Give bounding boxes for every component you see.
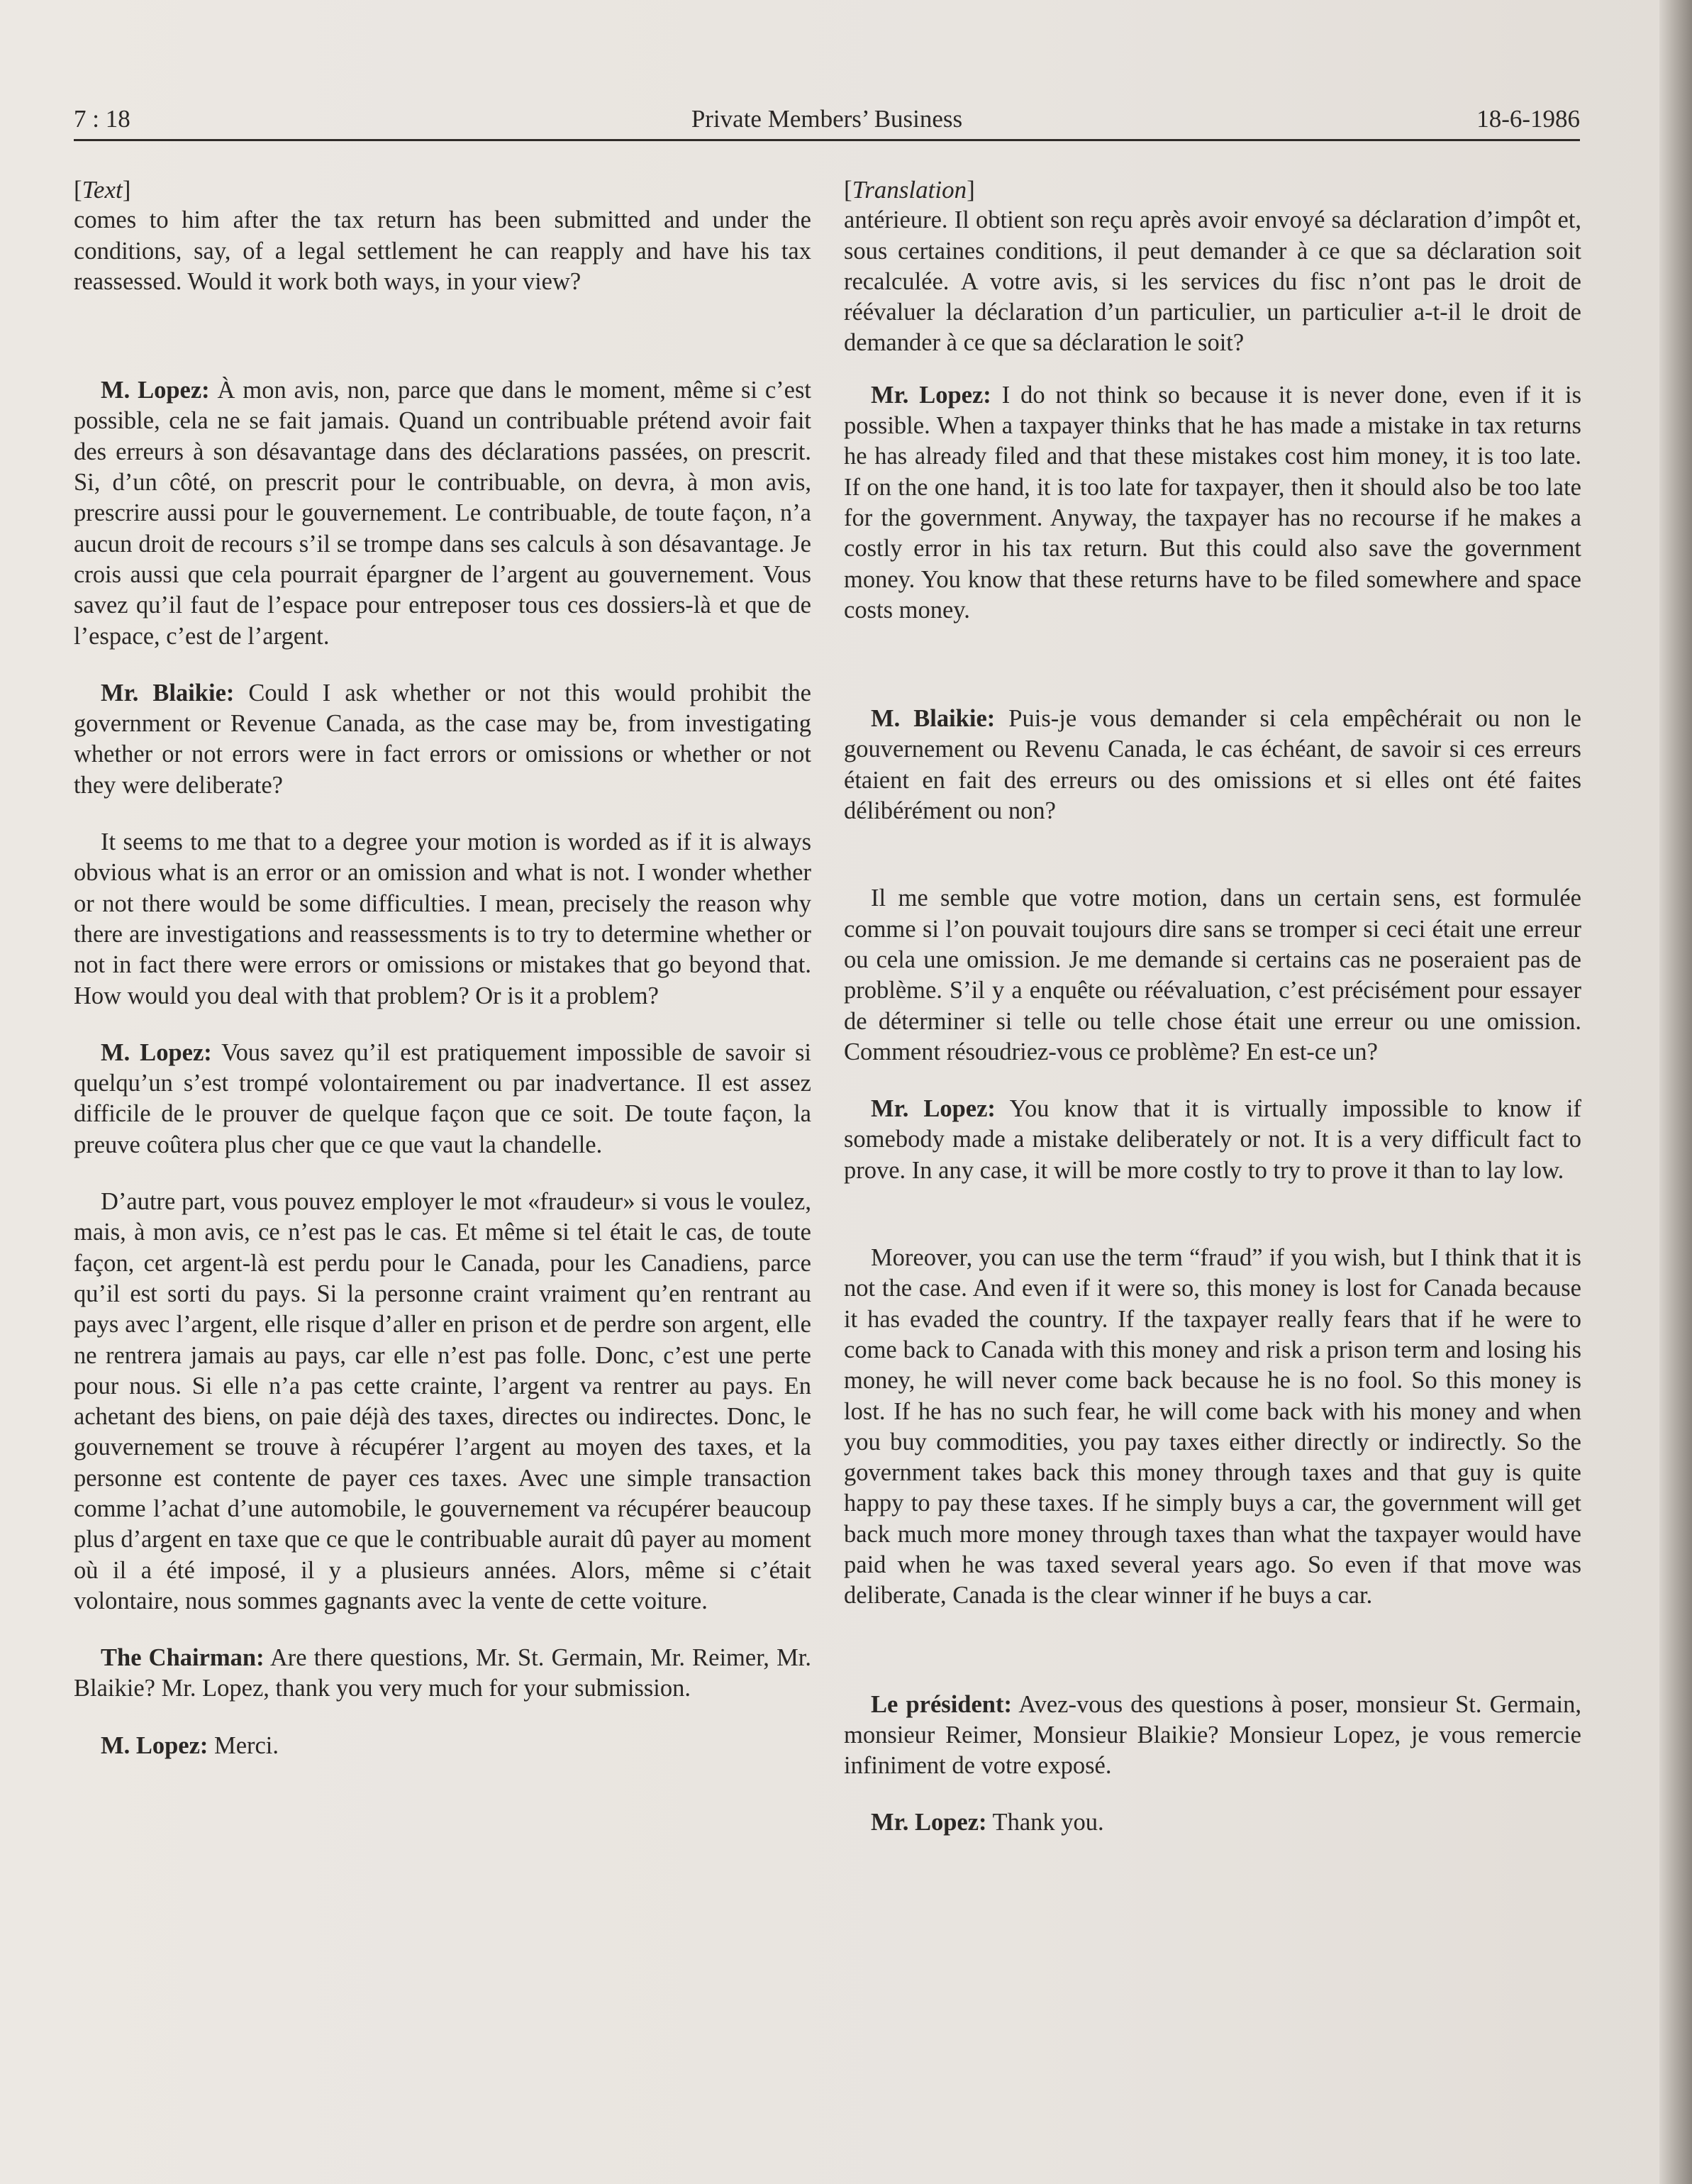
right-column <box>844 174 1581 1839</box>
speaker-name: Mr. Lopez: <box>871 381 991 409</box>
paragraph: Moreover, you can use the term “fraud” if you wish, but I think that it is not the case. And even if it were so, this money is lost for Canada because it has evaded the country. If the taxpayer really fears that if he were to come back to Canada with this money and risk a prison term and losing his money, he will never come back because he is no fool. So this money is lost. If he has no such fear, he will come back with his money and when you buy commodities, you pay taxes either directly or indirectly. So the government takes back this money through taxes and that guy is quite happy to pay these taxes. If he simply buys a car, the government will get back much more money through taxes than what the taxpayer would have paid when he was taxed several years ago. So even if that move was deliberate, Canada is the clear winner if he buys a car. <box>844 1244 1581 1609</box>
speaker-name: M. Blaikie: <box>871 705 996 733</box>
paragraph: Il me semble que votre motion, dans un certain sens, est formulée comme si l’on pouvait toujours dire sans se tromper si ceci était une erreur ou cela une omission. Je me demande si certains cas ne poseraient pas de problème. S’il y a enquête ou réévaluation, c’est précisément pour essayer de déterminer si telle ou telle chose était une erreur ou une omission. Comment résoudriez-vous ce problème? En est-ce un? <box>844 885 1581 1065</box>
speaker-name: Mr. Blaikie: <box>101 679 235 706</box>
running-header <box>74 105 1580 143</box>
paragraph: comes to him after the tax return has been submitted and under the conditions, say, of a legal settlement he can reapply and have his tax reassessed. Would it work both ways, in your view? <box>74 206 811 295</box>
paragraph: M. Lopez: À mon avis, non, parce que dans le moment, même si c’est possible, cela ne se fait jamais. Quand un contribuable prétend avoir fait des erreurs à son désavantage dans des déclarations passées, on prescrit. Si, d’un côté, on prescrit pour le contribuable, on devra, à mon avis, prescrire aussi pour le gouvernement. Le contribuable, de toute façon, n’a aucun droit de recours s’il se trompe dans ses calculs à son désavantage. Je crois aussi que cela pourrait épargner de l’argent au gouvernement. Vous savez qu’il faut de l’espace pour entreposer tous ces dossiers-là et que de l’espace, c’est de l’argent. <box>74 377 811 650</box>
paragraph: Mr. Lopez: I do not think so because it is never done, even if it is possible. When a taxpayer thinks that he has made a mistake in tax returns he has already filed and that these mistakes cost him money, it is too late. If on the one hand, it is too late for taxpayer, then it should also be too late for the government. Anyway, the taxpayer has no recourse if he makes a costly error in his tax return. But this could also save the government money. You know that these returns have to be filed somewhere and space costs money. <box>844 381 1581 623</box>
speaker-name: The Chairman: <box>101 1644 265 1672</box>
paragraph: M. Lopez: Merci. <box>101 1731 279 1759</box>
speaker-name: Mr. Lopez: <box>871 1809 987 1836</box>
paragraph: M. Blaikie: Puis-je vous demander si cela empêchérait ou non le gouvernement ou Revenu Canada, le cas échéant, de savoir si ces erreurs étaient en fait des erreurs ou des omissions et si elles ont été faites délibérément ou non? <box>844 705 1581 825</box>
paragraph: Mr. Lopez: Thank you. <box>871 1809 1104 1836</box>
paragraph: It seems to me that to a degree your motion is worded as if it is always obvious what is an error or an omission and what is not. I wonder whether or not there would be some difficulties. I mean, precisely the reason why there are investigations and reassessments is to try to determine whether or not in fact there were errors or omissions or mistakes that go beyond that. How would you deal with that problem? Or is it a problem? <box>74 828 811 1009</box>
paragraph: Mr. Blaikie: Could I ask whether or not this would prohibit the government or Revenue Canada, as the case may be, from investigating whether or not errors were in fact errors or omissions or whether or not they were deliberate? <box>74 679 811 799</box>
paragraph: D’autre part, vous pouvez employer le mot «fraudeur» si vous le voulez, mais, à mon avis, ce n’est pas le cas. Et même si tel était le cas, de toute façon, cet argent-là est perdu pour le Canada, pour les Canadiens, parce qu’il est sorti du pays. Si la personne craint vraiment qu’en rentrant au pays avec l’argent, elle risque d’aller en prison et de perdre son argent, elle ne rentrera jamais au pays, car elle n’est pas folle. Donc, c’est une perte pour nous. Si elle n’a pas cette crainte, l’argent va rentrer au pays. En achetant des biens, on paie déjà des taxes, directes ou indirectes. Donc, le gouvernement se trouve à récupérer l’argent au moyen des taxes, et la personne est contente de payer ces taxes. Avec une simple transaction comme l’achat d’une automobile, le gouvernement va récupérer beaucoup plus d’argent en taxe que ce que le contribuable aurait dû payer au moment où il a été imposé, il y a plusieurs années. Alors, même si c’était volontaire, nous sommes gagnants avec la vente de cette voiture. <box>74 1188 811 1614</box>
paragraph: antérieure. Il obtient son reçu après avoir envoyé sa déclaration d’impôt et, sous certaines conditions, il peut demander à ce que sa déclaration soit recalculée. A votre avis, si les services du fisc n’ont pas le droit de réévaluer la déclaration d’un particulier, un particulier a-t-il le droit de demander à ce que sa déclaration le soit? <box>844 206 1581 357</box>
column-tag-translation: [Translation] <box>844 176 975 204</box>
paragraph: Mr. Lopez: You know that it is virtually impossible to know if somebody made a mistake deliberately or not. It is a very difficult fact to prove. In any case, it will be more costly to try to prove it than to lay low. <box>844 1095 1581 1184</box>
paragraph: The Chairman: Are there questions, Mr. St. Germain, Mr. Reimer, Mr. Blaikie? Mr. Lopez, thank you very much for your submission. <box>74 1644 811 1702</box>
left-column <box>74 174 811 1761</box>
binding-gutter <box>1659 0 1692 2184</box>
page-number: 7 : 18 <box>74 105 130 133</box>
speaker-name: M. Lopez: <box>101 1038 212 1066</box>
speaker-name: Mr. Lopez: <box>871 1095 996 1123</box>
paragraph: Le président: Avez-vous des questions à poser, monsieur St. Germain, monsieur Reimer, Monsieur Blaikie? Monsieur Lopez, je vous remercie infiniment de votre exposé. <box>844 1690 1581 1780</box>
speaker-name: Le président: <box>871 1690 1012 1718</box>
speaker-name: M. Lopez: <box>101 1731 208 1759</box>
section-title: Private Members’ Business <box>691 105 963 133</box>
column-tag-text: [Text] <box>74 176 131 204</box>
paragraph: M. Lopez: Vous savez qu’il est pratiquement impossible de savoir si quelqu’un s’est trompé volontairement ou par inadvertance. Il est assez difficile de le prouver de quelque façon que ce soit. De toute façon, la preuve coûtera plus cher que ce que vaut la chandelle. <box>74 1038 811 1158</box>
sitting-date: 18-6-1986 <box>1476 105 1580 133</box>
speaker-name: M. Lopez: <box>101 377 210 404</box>
header-rule <box>74 139 1580 141</box>
